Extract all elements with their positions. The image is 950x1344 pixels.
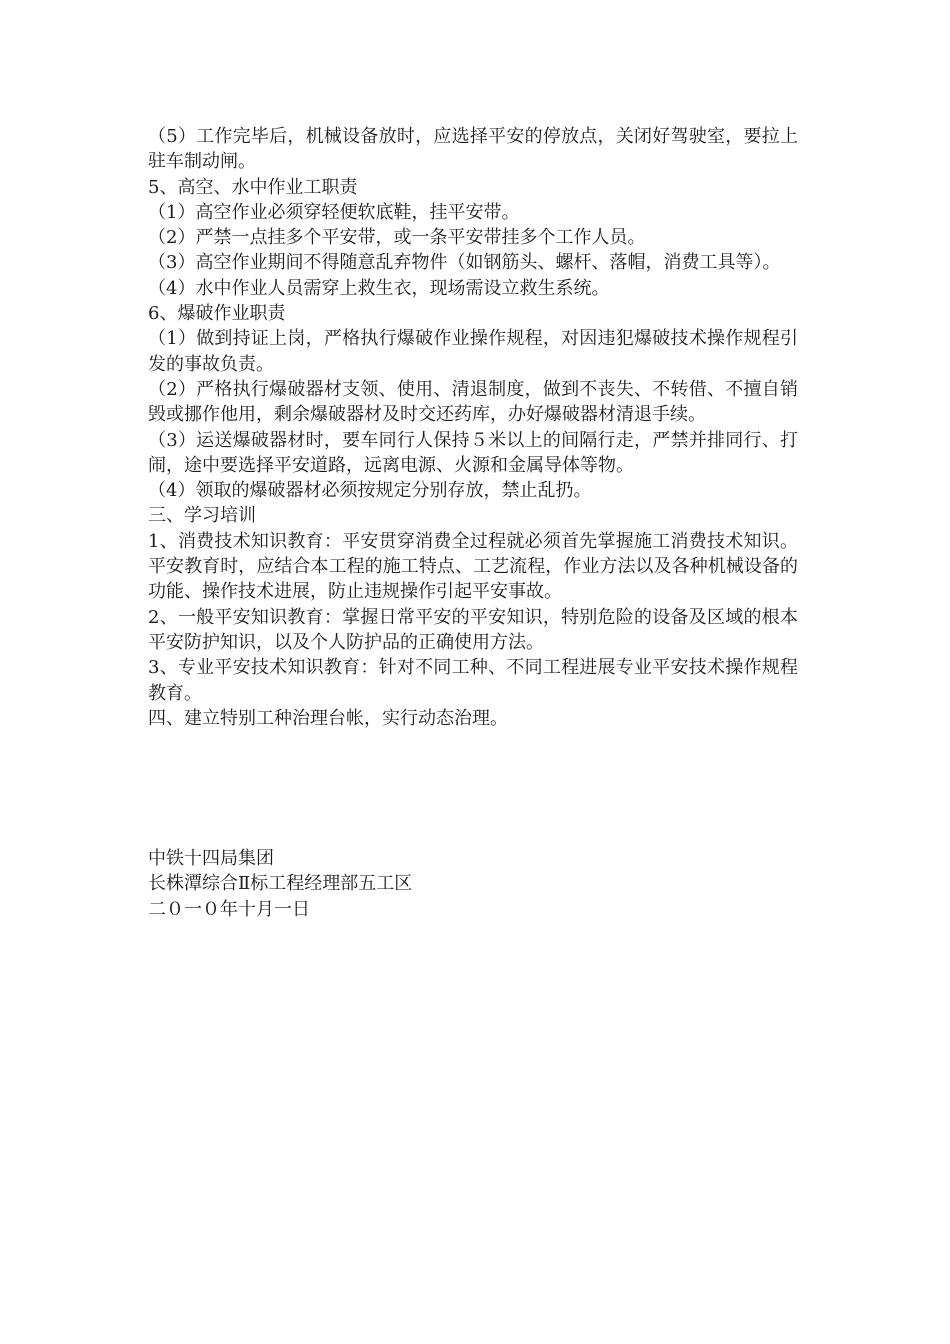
signature-block: [148, 846, 798, 922]
paragraph-no-throwing-objects: （3）高空作业期间不得随意乱弃物件（如钢筋头、螺杆、落帽，消费工具等）。: [148, 252, 781, 274]
paragraph-blasting-storage: （4）领取的爆破器材必须按规定分别存放，禁止乱扔。: [148, 480, 592, 502]
heading-learning-training: 三、学习培训: [148, 505, 256, 527]
paragraph-belt-attachment-rule: （2）严禁一点挂多个平安带，或一条平安带挂多个工作人员。: [148, 227, 646, 249]
heading-high-altitude-water-duties: 5、高空、水中作业工职责: [148, 176, 358, 198]
signature-date: 二０一０年十月一日: [148, 898, 310, 920]
paragraph-life-jacket: （4）水中作业人员需穿上救生衣，现场需设立救生系统。: [148, 277, 610, 299]
paragraph-equipment-parking: （5）工作完毕后，机械设备放时，应选择平安的停放点，关闭好驾驶室，要拉上驻车制动闸。: [148, 126, 798, 173]
signature-department: 长株潭综合Ⅱ标工程经理部五工区: [148, 873, 413, 895]
paragraph-professional-safety-education: 3、专业平安技术知识教育：针对不同工种、不同工程进展专业平安技术操作规程教育。: [148, 657, 798, 704]
signature-organization: 中铁十四局集团: [148, 848, 274, 869]
paragraph-production-technical-education: 1、消费技术知识教育：平安贯穿消费全过程就必须首先掌握施工消费技术知识。平安教育时，应结合本工程的施工特点、工艺流程，作业方法以及各种机械设备的功能、操作技术进展，防止违规操作引起平安事故。: [148, 530, 798, 603]
heading-special-trades-ledger: 四、建立特别工种治理台帐，实行动态治理。: [148, 707, 508, 729]
heading-blasting-duties: 6、爆破作业职责: [148, 303, 286, 325]
paragraph-certified-operation: （1）做到持证上岗，严格执行爆破作业操作规程，对因违犯爆破技术操作规程引发的事故负责。: [148, 328, 798, 375]
paragraph-blasting-materials-control: （2）严格执行爆破器材支领、使用、清退制度，做到不丧失、不转借、不擅自销毁或挪作他用，剩余爆破器材及时交还药库，办好爆破器材清退手续。: [148, 378, 798, 426]
paragraph-general-safety-education: 2、一般平安知识教育：掌握日常平安的平安知识，特别危险的设备及区域的根本平安防护知识，以及个人防护品的正确使用方法。: [148, 606, 798, 653]
paragraph-soft-shoes-safety-belt: （1）高空作业必须穿轻便软底鞋，挂平安带。: [148, 201, 520, 223]
paragraph-blasting-transport: （3）运送爆破器材时，要车同行人保持５米以上的间隔行走，严禁并排同行、打闹，途中要选择平安道路，远离电源、火源和金属导体等物。: [148, 429, 798, 476]
document-body: [148, 124, 798, 731]
